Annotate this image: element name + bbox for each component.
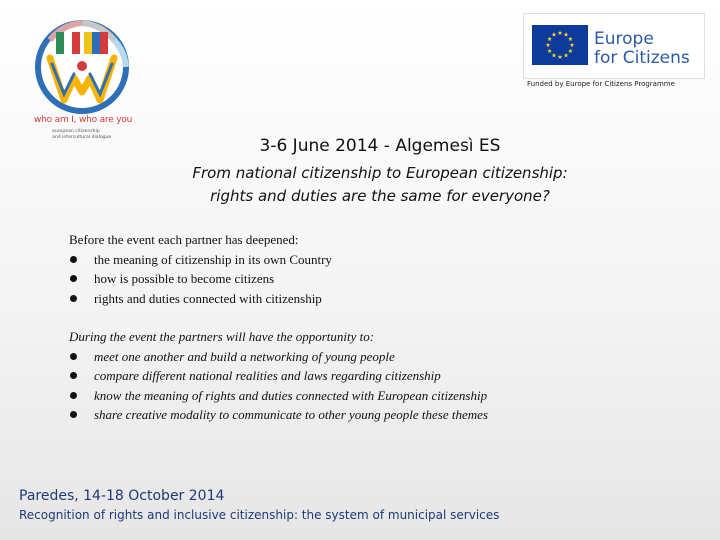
page-title: 3-6 June 2014 - Algemesì ES <box>259 136 501 156</box>
bullet-icon <box>70 372 77 379</box>
before-intro: Before the event each partner has deepened: <box>69 232 299 247</box>
bullet-icon <box>70 353 77 360</box>
list-item-text: compare different national realities and laws regarding citizenship <box>94 368 441 383</box>
eu-star-icon <box>558 31 563 35</box>
eu-flag-icon <box>532 25 588 65</box>
bullet-icon <box>70 295 77 302</box>
eu-star-icon <box>552 53 557 57</box>
bottom-event-subtitle: Recognition of rights and inclusive citizenship: the system of municipal services <box>19 508 500 522</box>
eu-star-icon <box>552 32 557 36</box>
eu-star-icon <box>546 43 551 47</box>
during-intro: During the event the partners will have the opportunity to: <box>69 329 375 344</box>
during-event-section <box>69 327 488 425</box>
list-item <box>69 250 332 270</box>
europe-for-citizens-logo <box>524 14 704 78</box>
bullet-icon <box>70 275 77 282</box>
eu-star-icon <box>564 53 569 57</box>
list-item <box>69 269 332 289</box>
list-item-text: share creative modality to communicate to other young people these themes <box>94 407 488 422</box>
eu-star-icon <box>558 55 563 59</box>
logo-subline-2: and intercultural dialogue <box>52 135 112 140</box>
bullet-icon <box>70 256 77 263</box>
before-event-section <box>69 230 332 308</box>
bullet-icon <box>70 411 77 418</box>
bullet-icon <box>70 392 77 399</box>
eu-star-icon <box>547 37 552 41</box>
eu-star-icon <box>568 37 573 41</box>
subtitle-line-2: rights and duties are the same for everyone? <box>210 187 550 205</box>
eu-logo-line-2: for Citizens <box>594 48 690 68</box>
list-item-text: rights and duties connected with citizenship <box>94 290 322 306</box>
list-item <box>69 347 488 367</box>
eu-logo-line-1: Europe <box>594 29 654 49</box>
list-item <box>69 289 332 309</box>
bottom-event-title: Paredes, 14-18 October 2014 <box>19 488 225 504</box>
subtitle-line-1: From national citizenship to European citizenship: <box>192 164 568 182</box>
list-item-text: the meaning of citizenship in its own Country <box>94 251 332 267</box>
project-logo-emblem <box>30 20 134 114</box>
list-item-text: meet one another and build a networking of young people <box>94 348 395 364</box>
list-item <box>69 405 488 425</box>
eu-star-icon <box>570 43 575 47</box>
eu-star-icon <box>547 49 552 53</box>
project-logo <box>18 14 148 144</box>
eu-star-icon <box>564 32 569 36</box>
eu-star-icon <box>568 49 573 53</box>
logo-tagline: who am I, who are you <box>34 115 133 125</box>
list-item-text: how is possible to become citizens <box>94 271 275 286</box>
list-item-text: know the meaning of rights and duties connected with European citizenship <box>94 387 488 403</box>
funded-note: Funded by Europe for Citizens Programme <box>527 80 675 88</box>
list-item <box>69 366 488 386</box>
list-item <box>69 386 488 406</box>
logo-subline-1: european citizenship <box>52 129 100 134</box>
